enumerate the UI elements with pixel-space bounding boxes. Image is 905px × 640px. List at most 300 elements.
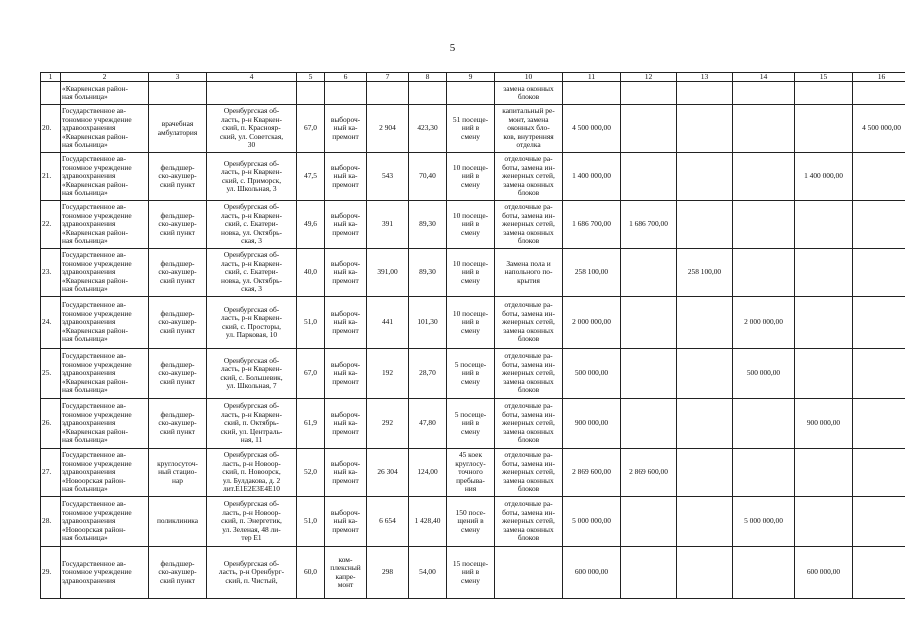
- cell-text: блоков: [517, 435, 540, 445]
- table-row: [41, 547, 905, 599]
- cell-text: ул. Школьная, 7: [226, 380, 277, 390]
- cell-text: ний в: [461, 123, 480, 133]
- table-cell: [795, 497, 853, 547]
- cell-text: ный ка-: [333, 123, 358, 133]
- cell-text: смену: [461, 524, 480, 534]
- cell-text: премонт: [332, 179, 359, 189]
- table-cell: [495, 297, 563, 349]
- cell-text: блоков: [517, 533, 540, 543]
- cell-text: ласть, р-н Кваркен-: [221, 258, 282, 268]
- cell-text: 441: [381, 317, 394, 327]
- cell-text: ков, внутренняя: [503, 131, 554, 141]
- cell-text: ласть, р-н Новоор-: [222, 458, 281, 468]
- cell-text: отделочные ра-: [504, 351, 553, 361]
- table-cell: [795, 547, 853, 599]
- cell-text: 2 000 000,00: [744, 317, 783, 327]
- table-cell: [495, 497, 563, 547]
- cell-text: крытия: [517, 275, 540, 285]
- cell-text: Государственное ав-: [62, 106, 126, 116]
- cell-text: тономное учреждение: [62, 409, 132, 419]
- cell-text: ско-акушер-: [158, 368, 197, 378]
- table-cell: [677, 82, 733, 105]
- table-cell: [367, 349, 409, 399]
- table-cell: [325, 201, 367, 249]
- table-cell: [447, 82, 495, 105]
- cell-text: 45 коек: [458, 450, 483, 460]
- table-cell: [297, 82, 325, 105]
- table-cell: [409, 297, 447, 349]
- table-cell: [207, 249, 297, 297]
- cell-text: «Кваркенская район-: [62, 131, 128, 141]
- table-row: [41, 249, 905, 297]
- cell-text: тономное учреждение: [62, 308, 132, 318]
- table-cell: [149, 497, 207, 547]
- cell-text: ласть, р-н Кваркен-: [221, 313, 282, 323]
- cell-text: ласть, р-н Оренбург-: [218, 567, 285, 577]
- cell-text: 391: [381, 219, 394, 229]
- table-cell: [409, 153, 447, 201]
- table-cell: [149, 547, 207, 599]
- cell-text: ний в: [461, 567, 480, 577]
- cell-text: 51 посеще-: [452, 114, 489, 124]
- table-cell: [733, 153, 795, 201]
- cell-text: ний в: [461, 171, 480, 181]
- table-cell: [447, 297, 495, 349]
- cell-text: 543: [381, 171, 394, 181]
- cell-text: Государственное ав-: [62, 558, 126, 568]
- table-cell: [621, 105, 677, 153]
- cell-text: ская, 3: [241, 236, 262, 246]
- column-header-16: 16: [853, 73, 905, 82]
- cell-text: Государственное ав-: [62, 202, 126, 212]
- cell-text: ная больница»: [62, 533, 108, 543]
- table-cell: [149, 349, 207, 399]
- cell-text: тономное учреждение: [62, 162, 132, 172]
- cell-text: щений в: [457, 516, 484, 526]
- cell-text: Оренбургская об-: [223, 355, 280, 365]
- cell-text: ний в: [461, 219, 480, 229]
- cell-text: здравоохранения: [62, 171, 116, 181]
- cell-text: «Кваркенская район-: [62, 325, 128, 335]
- table-cell: [853, 547, 905, 599]
- cell-text: 29.: [42, 567, 52, 577]
- cell-text: боты, замена ин-: [502, 458, 555, 468]
- cell-text: ний в: [461, 368, 480, 378]
- cell-text: 54,00: [419, 567, 436, 577]
- column-header-12: 12: [621, 73, 677, 82]
- table-cell: [677, 153, 733, 201]
- table-cell: [563, 349, 621, 399]
- table-cell: [677, 547, 733, 599]
- table-cell: [853, 249, 905, 297]
- cell-text: ский, п. Краснояр-: [222, 123, 281, 133]
- cell-text: ласть, р-н Кваркен-: [221, 210, 282, 220]
- cell-text: ная больница»: [62, 484, 108, 494]
- table-cell: [367, 297, 409, 349]
- cell-text: 10 посеще-: [452, 308, 489, 318]
- cell-text: ласть, р-н Кваркен-: [221, 409, 282, 419]
- column-header-4: 4: [207, 73, 297, 82]
- table-cell: [795, 297, 853, 349]
- table-cell: [297, 449, 325, 497]
- cell-text: ная больница»: [62, 236, 108, 246]
- cell-text: лит.Е1Е2Е3Е4Е10: [223, 484, 280, 494]
- table-cell: [325, 82, 367, 105]
- cell-text: 10 посеще-: [452, 162, 489, 172]
- table-cell: [41, 497, 61, 547]
- column-header-7: 7: [367, 73, 409, 82]
- table-cell: [853, 349, 905, 399]
- cell-text: выбороч-: [330, 258, 361, 268]
- cell-text: 423,30: [417, 123, 438, 133]
- table-cell: [563, 201, 621, 249]
- cell-text: боты, замена ин-: [502, 507, 555, 517]
- cell-text: 49,6: [304, 219, 317, 229]
- cell-text: круглосу-: [455, 458, 486, 468]
- table-cell: [61, 105, 149, 153]
- cell-text: Оренбургская об-: [223, 158, 280, 168]
- table-cell: [853, 105, 905, 153]
- table-cell: [795, 349, 853, 399]
- table-cell: [621, 449, 677, 497]
- cell-text: отделочные ра-: [504, 154, 553, 164]
- cell-text: боты, замена ин-: [502, 162, 555, 172]
- cell-text: ул. Зеленая, 48 ли-: [222, 524, 281, 534]
- cell-text: амбулатория: [157, 127, 198, 137]
- cell-text: 500 000,00: [746, 368, 781, 378]
- column-header-5: 5: [297, 73, 325, 82]
- cell-text: 21.: [42, 171, 52, 181]
- cell-text: 10 посеще-: [452, 258, 489, 268]
- table-cell: [495, 153, 563, 201]
- cell-text: 15 посеще-: [452, 558, 489, 568]
- table-cell: [447, 497, 495, 547]
- table-cell: [61, 297, 149, 349]
- table-cell: [733, 105, 795, 153]
- table-cell: [325, 249, 367, 297]
- cell-text: смену: [461, 227, 480, 237]
- cell-text: блоков: [517, 188, 540, 198]
- table-cell: [621, 201, 677, 249]
- table-cell: [207, 547, 297, 599]
- cell-text: блоков: [517, 236, 540, 246]
- cell-text: ский, с. Екатери-: [224, 267, 279, 277]
- cell-text: «Кваркенская район-: [62, 179, 128, 189]
- table-cell: [495, 449, 563, 497]
- table-cell: [733, 449, 795, 497]
- cell-text: боты, замена ин-: [502, 359, 555, 369]
- table-cell: [207, 449, 297, 497]
- table-cell: [297, 497, 325, 547]
- table-cell: [207, 82, 297, 105]
- table-cell: [207, 153, 297, 201]
- cell-text: нар: [172, 475, 183, 485]
- cell-text: блоков: [517, 92, 540, 101]
- cell-text: смену: [461, 131, 480, 141]
- column-header-15: 15: [795, 73, 853, 82]
- table-cell: [207, 349, 297, 399]
- cell-text: смену: [461, 376, 480, 386]
- table-cell: [795, 105, 853, 153]
- table-cell: [677, 349, 733, 399]
- cell-text: 5 000 000,00: [744, 516, 783, 526]
- table-cell: [297, 249, 325, 297]
- cell-text: Оренбургская об-: [223, 499, 280, 509]
- cell-text: ная больница»: [62, 435, 108, 445]
- cell-text: 89,30: [419, 219, 436, 229]
- cell-text: здравоохранения: [62, 516, 116, 526]
- cell-text: монт: [337, 579, 354, 589]
- table-cell: [367, 399, 409, 449]
- cell-text: 2 869 600,00: [629, 467, 668, 477]
- cell-text: ско-акушер-: [158, 418, 197, 428]
- cell-text: 51,0: [304, 317, 317, 327]
- cell-text: замена оконных: [503, 426, 554, 436]
- cell-text: 22.: [42, 219, 52, 229]
- cell-text: ский, п. Чистый,: [225, 575, 278, 585]
- table-cell: [325, 153, 367, 201]
- cell-text: ний в: [461, 418, 480, 428]
- cell-text: ский пункт: [160, 227, 195, 237]
- cell-text: выбороч-: [330, 458, 361, 468]
- table-cell: [677, 449, 733, 497]
- cell-text: 5 000 000,00: [572, 516, 611, 526]
- cell-text: тономное учреждение: [62, 114, 132, 124]
- cell-text: 500 000,00: [574, 368, 609, 378]
- cell-text: 28,70: [419, 368, 436, 378]
- cell-text: премонт: [332, 426, 359, 436]
- column-header-2: 2: [61, 73, 149, 82]
- cell-text: фельдшер-: [160, 210, 195, 220]
- table-cell: [495, 105, 563, 153]
- column-header-14: 14: [733, 73, 795, 82]
- cell-text: 600 000,00: [806, 567, 841, 577]
- cell-text: ная больница»: [62, 140, 108, 150]
- cell-text: ский, ул. Централь-: [220, 426, 283, 436]
- cell-text: смену: [461, 179, 480, 189]
- table-cell: [297, 201, 325, 249]
- cell-text: женерных сетей,: [502, 368, 555, 378]
- table-cell: [563, 399, 621, 449]
- cell-text: замена оконных: [503, 227, 554, 237]
- cell-text: ласть, р-н Кваркен-: [221, 364, 282, 374]
- cell-text: ный стацио-: [158, 467, 197, 477]
- column-header-13: 13: [677, 73, 733, 82]
- table-cell: [621, 349, 677, 399]
- table-cell: [149, 399, 207, 449]
- cell-text: премонт: [332, 475, 359, 485]
- cell-text: ласть, р-н Новоор-: [222, 507, 281, 517]
- table-cell: [325, 297, 367, 349]
- cell-text: 30: [247, 140, 256, 150]
- cell-text: Государственное ав-: [62, 351, 126, 361]
- cell-text: «Новоорская район-: [62, 524, 126, 534]
- table-cell: [325, 399, 367, 449]
- cell-text: ско-акушер-: [158, 267, 197, 277]
- cell-text: ная больница»: [62, 284, 108, 294]
- cell-text: ная больница»: [62, 385, 108, 395]
- table-cell: [621, 547, 677, 599]
- cell-text: «Кваркенская район-: [62, 83, 128, 93]
- table-cell: [853, 82, 905, 105]
- cell-text: замена оконных: [503, 376, 554, 386]
- table-cell: [447, 153, 495, 201]
- cell-text: ский, п. Новоорск,: [222, 467, 281, 477]
- cell-text: выбороч-: [330, 162, 361, 172]
- column-header-3: 3: [149, 73, 207, 82]
- cell-text: 1 400 000,00: [572, 171, 611, 181]
- cell-text: боты, замена ин-: [502, 409, 555, 419]
- table-cell: [495, 249, 563, 297]
- cell-text: 24.: [42, 317, 52, 327]
- table-cell: [733, 497, 795, 547]
- cell-text: 1 428,40: [414, 516, 441, 526]
- cell-text: Государственное ав-: [62, 450, 126, 460]
- column-header-6: 6: [325, 73, 367, 82]
- cell-text: плексный: [330, 563, 361, 573]
- cell-text: ский, с. Екатери-: [224, 219, 279, 229]
- table-cell: [367, 497, 409, 547]
- cell-text: выбороч-: [330, 308, 361, 318]
- cell-text: здравоохранения: [62, 317, 116, 327]
- cell-text: ния: [464, 484, 477, 494]
- cell-text: ул. Школьная, 3: [226, 183, 277, 193]
- table-cell: [149, 201, 207, 249]
- cell-text: 10 посеще-: [452, 210, 489, 220]
- table-cell: [495, 547, 563, 599]
- cell-text: 900 000,00: [806, 418, 841, 428]
- table-cell: [621, 399, 677, 449]
- cell-text: выбороч-: [330, 409, 361, 419]
- table-cell: [733, 547, 795, 599]
- cell-text: ский пункт: [160, 376, 195, 386]
- cell-text: тономное учреждение: [62, 210, 132, 220]
- cell-text: тономное учреждение: [62, 258, 132, 268]
- table-cell: [795, 399, 853, 449]
- column-header-11: 11: [563, 73, 621, 82]
- table-cell: [733, 249, 795, 297]
- table-cell: [563, 153, 621, 201]
- cell-text: тономное учреждение: [62, 507, 132, 517]
- cell-text: ный ка-: [333, 467, 358, 477]
- cell-text: напольного по-: [504, 267, 553, 277]
- table-cell: [149, 105, 207, 153]
- cell-text: 2 904: [379, 123, 396, 133]
- cell-text: выбороч-: [330, 507, 361, 517]
- cell-text: женерных сетей,: [502, 467, 555, 477]
- table-cell: [563, 497, 621, 547]
- cell-text: 258 100,00: [687, 267, 722, 277]
- table-cell: [495, 399, 563, 449]
- cell-text: ско-акушер-: [158, 317, 197, 327]
- cell-text: 2 000 000,00: [572, 317, 611, 327]
- table-cell: [621, 497, 677, 547]
- cell-text: 4 500 000,00: [862, 123, 901, 133]
- table-cell: [367, 201, 409, 249]
- table-cell: [61, 249, 149, 297]
- cell-text: 2 869 600,00: [572, 467, 611, 477]
- table-cell: [149, 449, 207, 497]
- table-cell: [41, 201, 61, 249]
- table-cell: [677, 105, 733, 153]
- cell-text: ная больница»: [62, 334, 108, 344]
- cell-text: ный ка-: [333, 418, 358, 428]
- cell-text: монт, замена: [508, 114, 549, 124]
- table-cell: [853, 399, 905, 449]
- table-cell: [447, 547, 495, 599]
- table-cell: [795, 82, 853, 105]
- table-cell: [41, 449, 61, 497]
- table-cell: [409, 547, 447, 599]
- cell-text: блоков: [517, 334, 540, 344]
- cell-text: отделка: [516, 140, 541, 150]
- cell-text: замена оконных: [503, 475, 554, 485]
- table-cell: [495, 201, 563, 249]
- table-cell: [409, 82, 447, 105]
- cell-text: ный ка-: [333, 219, 358, 229]
- cell-text: 5 посеще-: [454, 409, 487, 419]
- table-cell: [41, 547, 61, 599]
- cell-text: Государственное ав-: [62, 250, 126, 260]
- cell-text: «Кваркенская район-: [62, 227, 128, 237]
- cell-text: 27.: [42, 467, 52, 477]
- table-cell: [41, 349, 61, 399]
- table-row: [41, 297, 905, 349]
- table-cell: [61, 497, 149, 547]
- cell-text: ный ка-: [333, 368, 358, 378]
- table-cell: [409, 399, 447, 449]
- cell-text: капре-: [335, 571, 356, 581]
- table-cell: [795, 449, 853, 497]
- table-cell: [733, 297, 795, 349]
- cell-text: ная больница»: [62, 188, 108, 198]
- table-cell: [61, 201, 149, 249]
- cell-text: точного: [458, 467, 483, 477]
- cell-text: ско-акушер-: [158, 171, 197, 181]
- table-cell: [853, 153, 905, 201]
- cell-text: ный ка-: [333, 171, 358, 181]
- cell-text: Оренбургская об-: [223, 450, 280, 460]
- cell-text: капитальный ре-: [502, 106, 555, 116]
- cell-text: премонт: [332, 325, 359, 335]
- cell-text: замена оконных: [503, 83, 554, 93]
- table-cell: [297, 105, 325, 153]
- cell-text: ский пункт: [160, 426, 195, 436]
- cell-text: 1 686 700,00: [629, 219, 668, 229]
- cell-text: выбороч-: [330, 114, 361, 124]
- cell-text: Государственное ав-: [62, 499, 126, 509]
- cell-text: ско-акушер-: [158, 219, 197, 229]
- table-cell: [207, 297, 297, 349]
- cell-text: здравоохранения: [62, 368, 116, 378]
- repair-program-table: [40, 72, 905, 599]
- table-cell: [409, 249, 447, 297]
- table-cell: [447, 201, 495, 249]
- table-cell: [61, 449, 149, 497]
- cell-text: здравоохранения: [62, 219, 116, 229]
- cell-text: тономное учреждение: [62, 359, 132, 369]
- table-cell: [207, 105, 297, 153]
- table-cell: [325, 105, 367, 153]
- cell-text: женерных сетей,: [502, 516, 555, 526]
- column-header-9: 9: [447, 73, 495, 82]
- cell-text: смену: [461, 575, 480, 585]
- cell-text: 192: [381, 368, 394, 378]
- cell-text: Государственное ав-: [62, 300, 126, 310]
- cell-text: ласть, р-н Кваркен-: [221, 114, 282, 124]
- cell-text: новка, ул. Октябрь-: [221, 227, 282, 237]
- cell-text: 25.: [42, 368, 52, 378]
